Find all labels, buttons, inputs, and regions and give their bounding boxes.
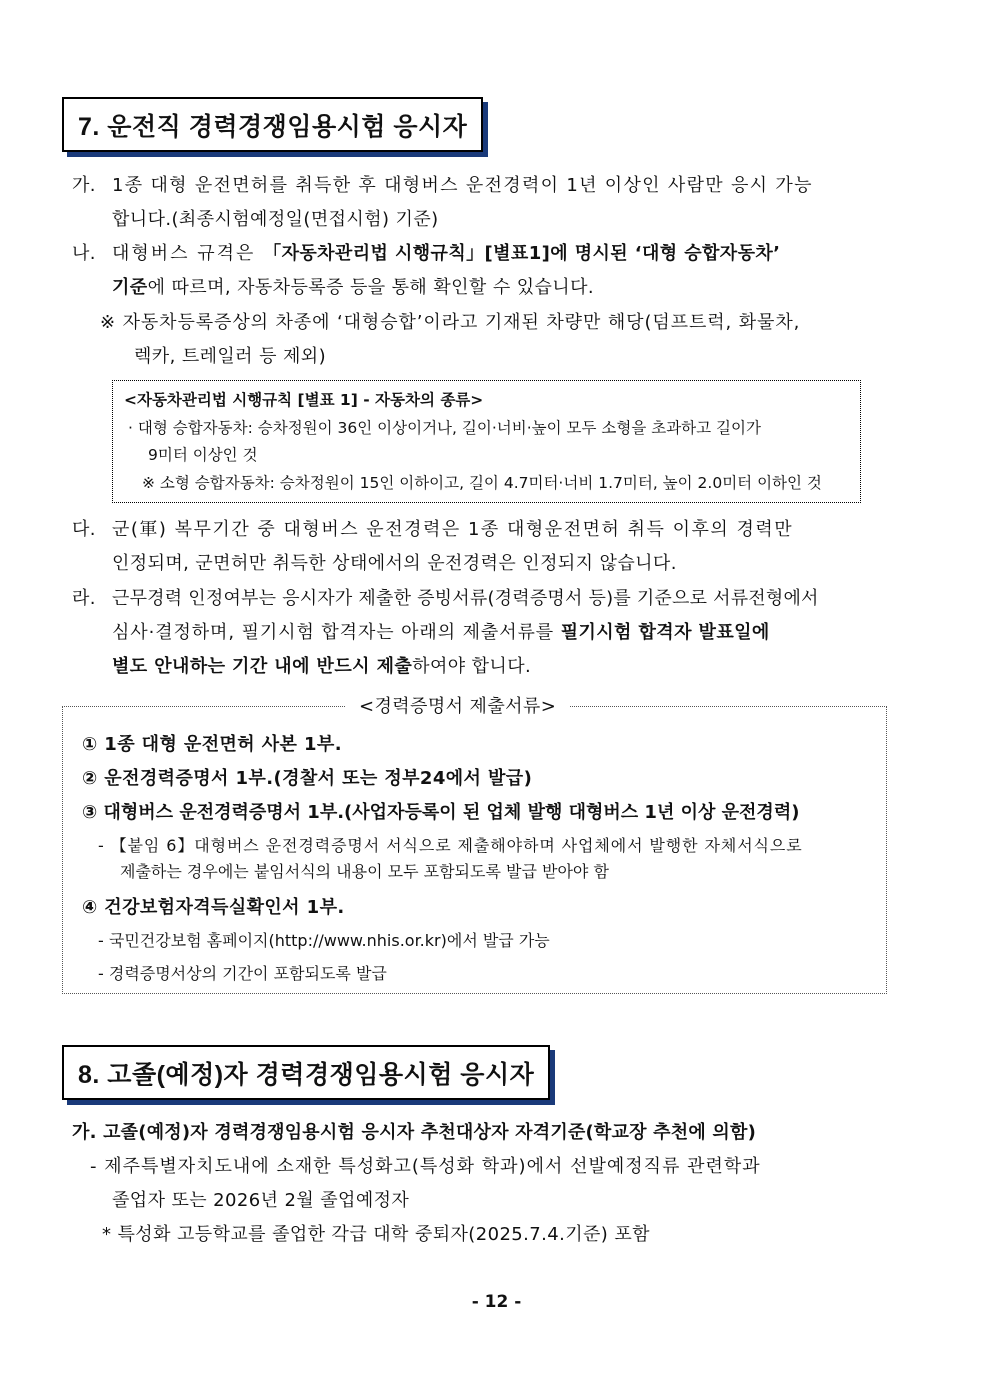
doc-item-1: ① 1종 대형 운전면허 사본 1부. (82, 734, 342, 755)
documents-box-title: <경력증명서 제출서류> (345, 694, 570, 720)
item-na-line1-bold: 「자동차관리법 시행규칙」[별표1]에 명시된 ‘대형 승합자동차’ (263, 243, 781, 264)
item-ra-line3 (112, 655, 531, 679)
section-7-title: 7. 운전직 경력경쟁임용시험 응시자 (62, 97, 483, 152)
section-8-title: 8. 고졸(예정)자 경력경쟁임용시험 응시자 (62, 1045, 550, 1100)
section-8-ga-line2: 졸업자 또는 2026년 2월 졸업예정자 (112, 1190, 410, 1211)
item-na-marker: 나. (72, 243, 96, 264)
law-box-item1-line2: 9미터 이상인 것 (148, 446, 258, 464)
page-number: - 12 - (471, 1292, 522, 1312)
item-ga-line1: 1종 대형 운전면허를 취득한 후 대형버스 운전경력이 1년 이상인 사람만 응시 가능 (112, 175, 813, 196)
note-line2: 렉카, 트레일러 등 제외) (134, 346, 327, 367)
item-na-line2 (112, 276, 594, 300)
law-box-heading: <자동차관리법 시행규칙 [별표 1] - 자동차의 종류> (124, 391, 484, 409)
doc-item-4: ④ 건강보험자격득실확인서 1부. (82, 897, 345, 918)
item-da-line1: 군(軍) 복무기간 중 대형버스 운전경력은 1종 대형운전면허 취득 이후의 경력만 (112, 519, 794, 540)
item-ra-line3-bold: 별도 안내하는 기간 내에 반드시 제출 (112, 656, 413, 677)
item-na-line1-plain: 대형버스 규격은 (112, 243, 264, 264)
section-8-ga-heading: 가. 고졸(예정)자 경력경쟁임용시험 응시자 추천대상자 자격기준(학교장 추천에 의함) (72, 1122, 756, 1143)
item-ra-line1: 근무경력 인정여부는 응시자가 제출한 증빙서류(경력증명서 등)를 기준으로 서류전형에서 (112, 588, 819, 609)
item-ra-marker: 라. (72, 588, 96, 609)
item-ra-line2-plain: 심사·결정하며, 필기시험 합격자는 아래의 제출서류를 (112, 622, 561, 643)
item-da-line2: 인정되며, 군면허만 취득한 상태에서의 운전경력은 인정되지 않습니다. (112, 553, 677, 574)
doc-item-4-sub2: - 경력증명서상의 기간이 포함되도록 발급 (98, 964, 387, 983)
item-ga-marker: 가. (72, 175, 96, 196)
doc-item-3-sub2: 제출하는 경우에는 붙임서식의 내용이 모두 포함되도록 발급 받아야 함 (120, 862, 609, 881)
section-8-ga-line1: - 제주특별자치도내에 소재한 특성화고(특성화 학과)에서 선발예정직류 관련학과 (90, 1156, 761, 1177)
item-ra-line3-plain: 하여야 합니다. (412, 656, 532, 677)
doc-item-3: ③ 대형버스 운전경력증명서 1부.(사업자등록이 된 업체 발행 대형버스 1년 이상 운전경력) (82, 802, 800, 823)
doc-item-2: ② 운전경력증명서 1부.(경찰서 또는 정부24에서 발급) (82, 768, 533, 789)
law-box-item2: ※ 소형 승합자동차: 승차정원이 15인 이하이고, 길이 4.7미터·너비 1.7미터, 높이 2.0미터 이하인 것 (142, 474, 822, 492)
section-8-ga-note: * 특성화 고등학교를 졸업한 각급 대학 중퇴자(2025.7.4.기준) 포함 (102, 1224, 650, 1245)
item-na-line2-bold: 기준 (112, 277, 148, 298)
doc-item-3-sub1: - 【붙임 6】대형버스 운전경력증명서 서식으로 제출해야하며 사업체에서 발행한 자체서식으로 (98, 836, 803, 855)
item-ra-line2 (112, 621, 770, 645)
item-na-line1 (112, 242, 780, 266)
doc-item-4-sub1: - 국민건강보험 홈페이지(http://www.nhis.or.kr)에서 발급 가능 (98, 931, 550, 950)
item-da-marker: 다. (72, 519, 96, 540)
law-box-item1-line1: · 대형 승합자동차: 승차정원이 36인 이상이거나, 길이·너비·높이 모두 소형을 초과하고 길이가 (128, 419, 761, 437)
note-line1: ※ 자동차등록증상의 차종에 ‘대형승합’이라고 기재된 차량만 해당(덤프트럭, 화물차, (100, 312, 801, 333)
item-na-line2-plain: 에 따르며, 자동차등록증 등을 통해 확인할 수 있습니다. (147, 277, 595, 298)
item-ga-line2: 합니다.(최종시험예정일(면접시험) 기준) (112, 209, 439, 230)
item-ra-line2-bold: 필기시험 합격자 발표일에 (560, 622, 770, 643)
